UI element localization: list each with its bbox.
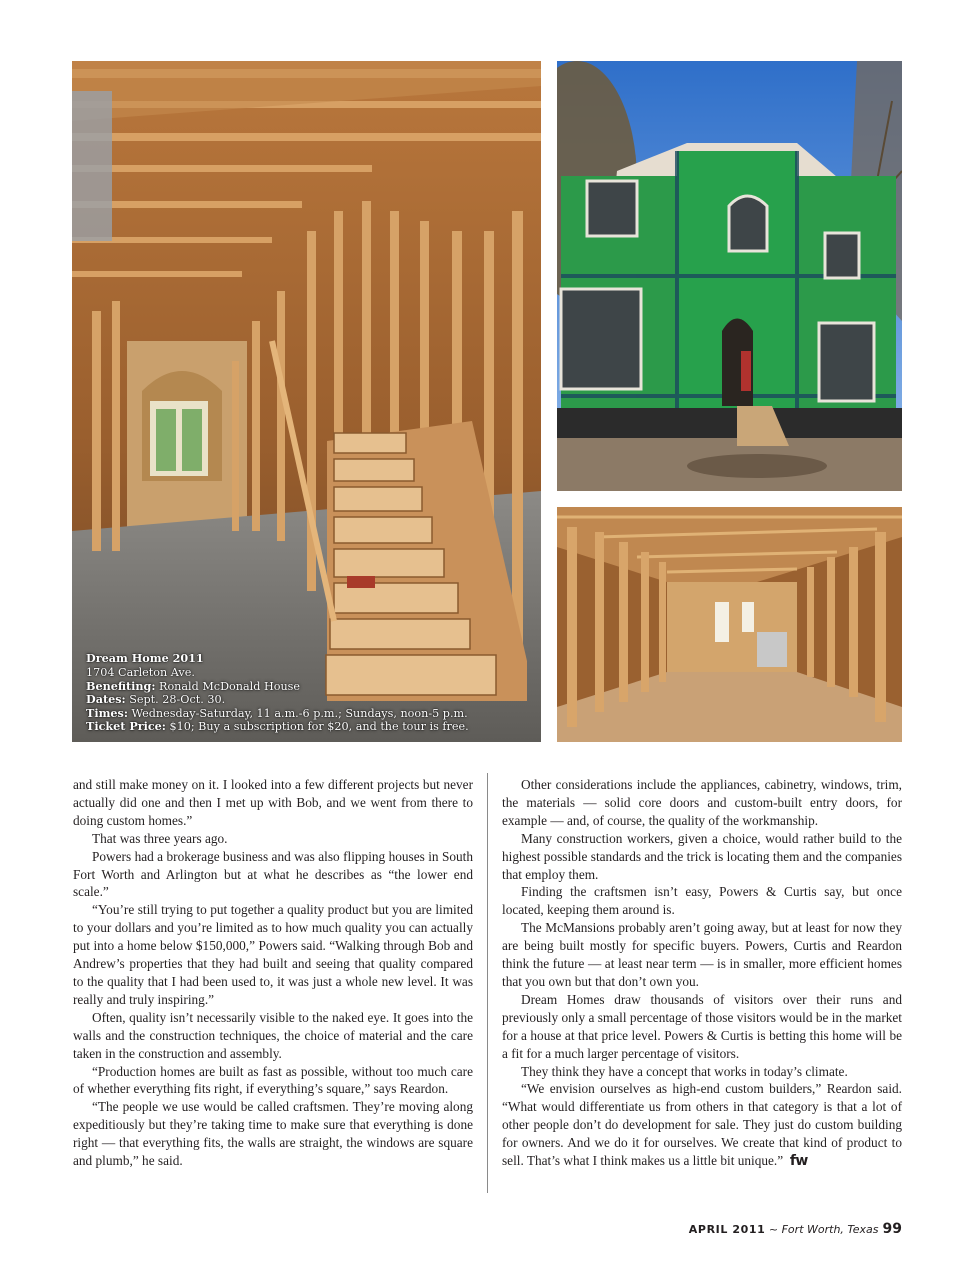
caption-times-label: Times:: [86, 705, 128, 720]
article-paragraph: Often, quality isn’t necessarily visible to the naked eye. It goes into the walls and the construction techniques, the choice of material and the care taken in the construction and assembly.: [73, 1009, 473, 1061]
article-paragraph: Finding the craftsmen isn’t easy, Powers & Curtis say, but once located, keeping them around is.: [502, 884, 902, 918]
caption-title: Dream Home 2011: [86, 651, 204, 666]
photo-caption: [86, 652, 469, 734]
caption-benefiting-value: Ronald McDonald House: [155, 679, 301, 693]
article-paragraph: “Production homes are built as fast as possible, without too much care of whether everything fits right, if everything’s square,” says Reardon.: [73, 1063, 473, 1097]
folio-magazine-name: Fort Worth, Texas: [781, 1223, 879, 1236]
article-paragraph: Dream Homes draw thousands of visitors over their runs and previously only a small percentage of those visitors would be in the market for a house at that price level. Powers & Curtis is betting this home will be a fit for a much larger percentage of visitors.: [502, 991, 902, 1061]
caption-dates-value: Sept. 28-Oct. 30.: [125, 693, 226, 707]
framed-room-image: [557, 507, 902, 742]
page-number: 99: [882, 1221, 902, 1237]
article-column-right: [502, 776, 902, 1171]
article-paragraph: and still make money on it. I looked into a few different projects but never actually did one and then I met up with Bob, and we went from there to doing custom homes.”: [73, 777, 473, 828]
interior-staircase-photo: [72, 61, 541, 742]
caption-address: 1704 Carleton Ave.: [86, 666, 195, 680]
article-paragraph: “You’re still trying to put together a quality product but you are limited to your dollars and you’re limited as to how much quality you can actually put into a home below $150,000,” Powers said. “Walking through Bob and Andrew’s properties that they had built and seeing that quality compared to the quality that I had been used to, it was just a whole new level. It was really and truly inspiring.”: [73, 902, 473, 1007]
folio-separator: ~: [765, 1223, 782, 1236]
interior-staircase-image: [72, 61, 541, 742]
caption-price-label: Ticket Price:: [86, 719, 166, 734]
framed-room-photo: [557, 507, 902, 742]
house-exterior-photo: [557, 61, 902, 491]
article-paragraph: That was three years ago.: [92, 830, 228, 846]
caption-dates-label: Dates:: [86, 692, 126, 707]
end-mark: fw: [789, 1153, 808, 1170]
caption-price-value: $10; Buy a subscription for $20, and the tour is free.: [165, 720, 469, 734]
article-column-left: [73, 776, 473, 1170]
folio-issue-date: APRIL 2011: [688, 1223, 766, 1236]
article-paragraph: The McMansions probably aren’t going away, but at least for now they are being built mostly for specific buyers. Powers, Curtis and Reardon think the future — at least near term — is in smaller, more efficient homes that you own but that don’t own you.: [502, 920, 902, 989]
caption-benefiting-label: Benefiting:: [86, 678, 156, 693]
article-paragraph: “The people we use would be called craftsmen. They’re moving along expeditiously but they’re taking time to make sure that everything is done right — that everything fits, the walls are straight, the windows are square and plumb,” he said.: [73, 1099, 473, 1169]
article-paragraph: Powers had a brokerage business and was also flipping houses in South Fort Worth and Arlington but at what he describes as “the lower end scale.”: [73, 848, 473, 900]
article-paragraph: Many construction workers, given a choice, would rather build to the highest possible standards and the trick is locating them and the companies that employ them.: [502, 830, 902, 882]
article-paragraph: Other considerations include the appliances, cabinetry, windows, trim, the materials — solid core doors and custom-built entry doors, for example — and, of course, the quality of the workmanship.: [502, 777, 902, 828]
page-folio: [689, 1221, 902, 1237]
article-paragraph: They think they have a concept that works in today’s climate.: [521, 1063, 848, 1079]
column-divider: [487, 773, 488, 1193]
article-paragraph-text: “We envision ourselves as high-end custom builders,” Reardon said. “What would differentiate us from others in that category is that a lot of other people don’t do development for sale. They just do custom building for owners. And we do it for ourselves. We create that kind of product to sell. That’s what I think makes us a little bit unique.”: [502, 1081, 902, 1169]
caption-times-value: Wednesday-Saturday, 11 a.m.-6 p.m.; Sundays, noon-5 p.m.: [127, 706, 468, 720]
article-paragraph-last: [502, 1080, 902, 1171]
house-exterior-image: [557, 61, 902, 491]
